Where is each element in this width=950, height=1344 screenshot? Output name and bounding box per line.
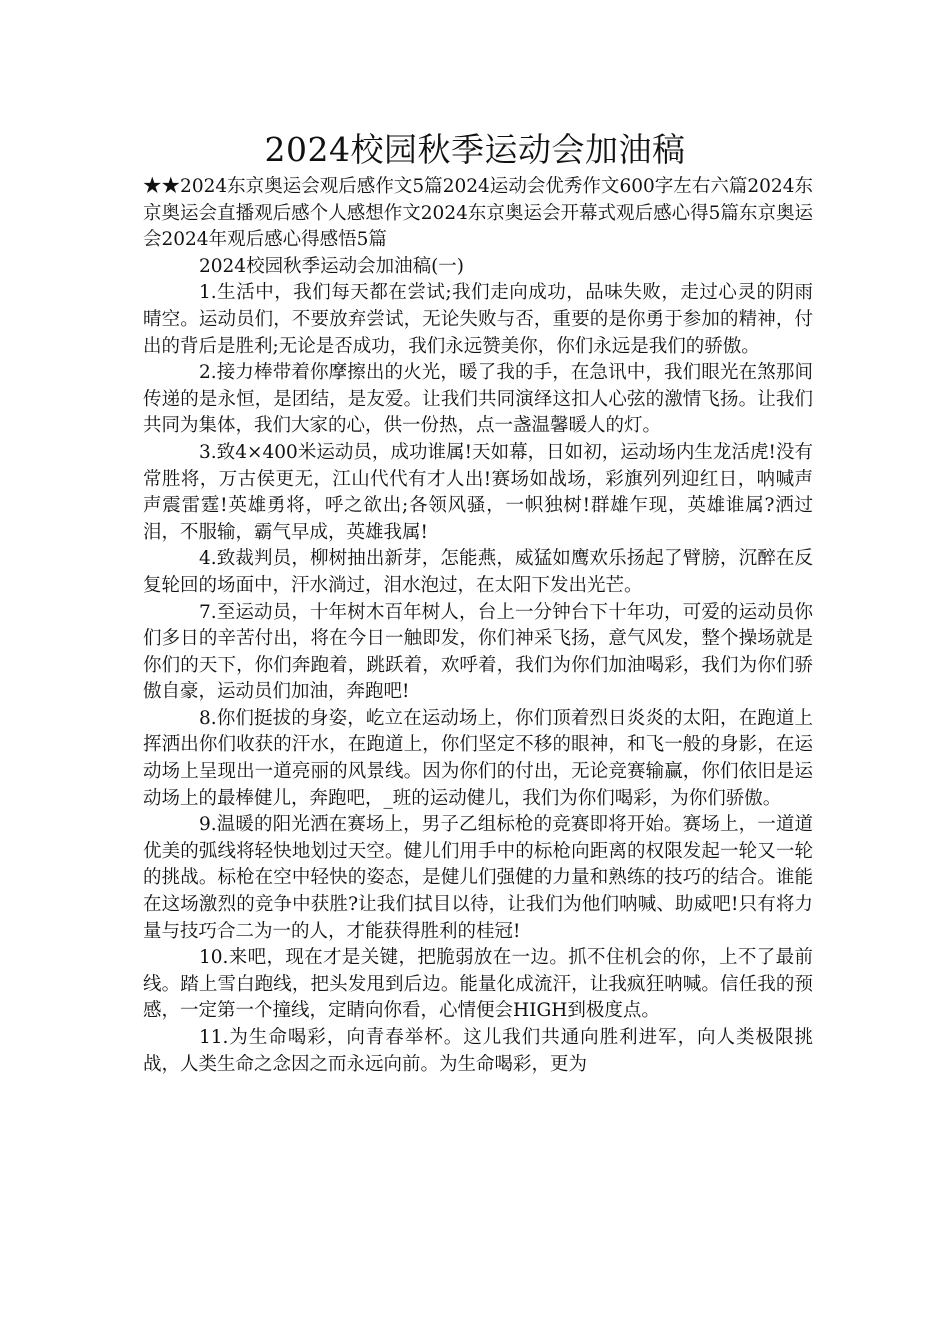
paragraph-2: 2.接力棒带着你摩擦出的火光，暖了我的手，在急讯中，我们眼光在煞那间传递的是永恒，是团结，是友爱。让我们共同演绎这扣人心弦的激情飞扬。让我们共同为集体，我们大家的心，供一份热，点一盏温馨暖人的灯。 [143,362,813,437]
document-body [143,174,813,1078]
section-subtitle: 2024校园秋季运动会加油稿(一) [199,255,465,277]
paragraph-3: 3.致4×400米运动员，成功谁属!天如幕，日如初，运动场内生龙活虎!没有常胜将，万古侯更无，江山代代有才人出!赛场如战场，彩旗列列迎红日，呐喊声声震雷霆!英雄勇将，呼之欲出;各领风骚，一帜独树!群雄乍现，英雄谁属?洒过泪，不服输，霸气早成，英雄我属! [143,441,813,543]
paragraph-1: 1.生活中，我们每天都在尝试;我们走向成功，品味失败，走过心灵的阴雨晴空。运动员们，不要放弃尝试，无论失败与否，重要的是你勇于参加的精神，付出的背后是胜利;无论是否成功，我们永远赞美你，你们永远是我们的骄傲。 [143,282,813,357]
document-title: 2024校园秋季运动会加油稿 [264,130,686,169]
paragraph-11: 11.为生命喝彩，向青春举杯。这儿我们共通向胜利进军，向人类极限挑战，人类生命之念因之而永远向前。为生命喝彩，更为 [143,1027,813,1075]
paragraph-10: 10.来吧，现在才是关键，把脆弱放在一边。抓不住机会的你，上不了最前线。踏上雪白跑线，把头发甩到后边。能量化成流汗，让我疯狂呐喊。信任我的预感，一定第一个撞线，定睛向你看，心情便会HIGH到极度点。 [143,947,813,1022]
paragraph-9: 9.温暖的阳光洒在赛场上，男子乙组标枪的竞赛即将开始。赛场上，一道道优美的弧线将轻快地划过天空。健儿们用手中的标枪向距离的权限发起一轮又一轮的挑战。标枪在空中轻快的姿态，是健儿们强健的力量和熟练的技巧的结合。谁能在这场激烈的竞争中获胜?让我们拭目以待，让我们为他们呐喊、助威吧!只有将力量与技巧合二为一的人，才能获得胜利的桂冠! [143,814,813,942]
paragraph-8: 8.你们挺拔的身姿，屹立在运动场上，你们顶着烈日炎炎的太阳，在跑道上挥洒出你们收获的汗水，在跑道上，你们坚定不移的眼神，和飞一般的身影，在运动场上呈现出一道亮丽的风景线。因为你们的付出，无论竞赛输赢，你们依旧是运动场上的最棒健儿，奔跑吧，_班的运动健儿，我们为你们喝彩，为你们骄傲。 [143,707,813,809]
paragraph-7: 7.至运动员，十年树木百年树人，台上一分钟台下十年功，可爱的运动员你们多日的辛苦付出，将在今日一触即发，你们神采飞扬，意气风发，整个操场就是你们的天下，你们奔跑着，跳跃着，欢呼着，我们为你们加油喝彩，我们为你们骄傲自豪，运动员们加油，奔跑吧! [143,601,813,703]
paragraph-4: 4.致裁判员，柳树抽出新芽，怎能燕，威猛如鹰欢乐扬起了臂膀，沉醉在反复轮回的场面中，汗水淌过，泪水泡过，在太阳下发出光芒。 [143,548,813,596]
intro-paragraph: ★★2024东京奥运会观后感作文5篇2024运动会优秀作文600字左右六篇2024东京奥运会直播观后感个人感想作文2024东京奥运会开幕式观后感心得5篇东京奥运会2024年观后感心得感悟5篇 [143,176,813,251]
